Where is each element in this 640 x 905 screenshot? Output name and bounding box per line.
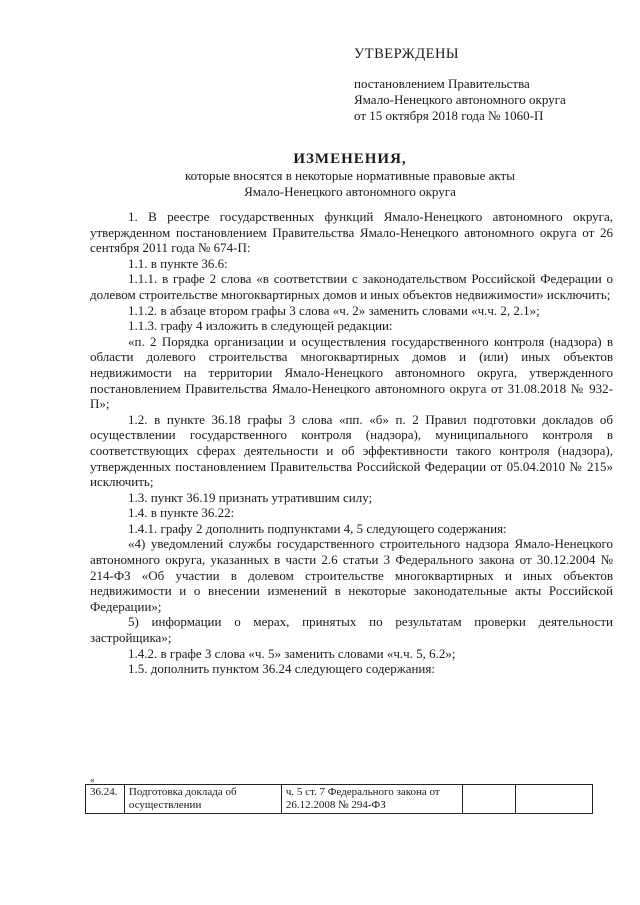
paragraph-1-1-3: 1.1.3. графу 4 изложить в следующей редакции: [128, 318, 393, 334]
heading-subtitle-2: Ямало-Ненецкого автономного округа [244, 184, 456, 199]
paragraph-1-4-2: 1.4.2. в графе 3 слова «ч. 5» заменить словами «ч.ч. 5, 6.2»; [128, 645, 456, 661]
approval-line-3: от 15 октября 2018 года № 1060-П [354, 108, 544, 123]
paragraph-1-4-1: 1.4.1. графу 2 дополнить подпунктами 4, 5 следующего содержания: [128, 520, 507, 536]
paragraph-1-2: 1.2. в пункте 36.18 графы 3 слова «пп. «б» п. 2 Правил подготовки докладов об осуществлении государственного контроля (надзора), муниципального контроля в соответствующих сферах деятельности и об эффективности такого контроля (надзора), утвержденных постановлением Правительства Российской Федерации от 05.04.2010 № 215» исключить; [90, 411, 613, 490]
amendment-table [85, 784, 593, 814]
approval-line-2: Ямало-Ненецкого автономного округа [354, 92, 566, 107]
table-row [86, 785, 593, 814]
document-heading [90, 150, 610, 200]
heading-title: ИЗМЕНЕНИЯ, [293, 151, 407, 167]
approval-line-1: постановлением Правительства [354, 76, 530, 91]
cell-legal-basis: ч. 5 ст. 7 Федерального закона от 26.12.2008 № 294-ФЗ [281, 785, 462, 814]
heading-subtitle-1: которые вносятся в некоторые нормативные правовые акты [185, 168, 515, 183]
paragraph-1-1: 1.1. в пункте 36.6: [128, 255, 228, 271]
paragraph-1-1-1: 1.1.1. в графе 2 слова «в соответствии с законодательством Российской Федерации о долевом строительстве многоквартирных домов и иных объектов недвижимости» исключить; [90, 271, 613, 302]
cell-function-name: Подготовка доклада об осуществлении [124, 785, 281, 814]
paragraph-subitem-4: «4) уведомлений службы государственного строительного надзора Ямало-Ненецкого автономного округа, указанных в части 2.6 статьи 3 Федерального закона от 30.12.2004 № 214-ФЗ «Об участии в долевом строительстве многоквартирных и иных объектов недвижимости и о внесении изменений в некоторые законодательные акты Российской Федерации»; [90, 536, 613, 614]
paragraph-1-3: 1.3. пункт 36.19 признать утратившим силу; [128, 489, 373, 505]
paragraph-quote-column-4: «п. 2 Порядка организации и осуществления государственного контроля (надзора) в области долевого строительства многоквартирных домов и (или) иных объектов недвижимости на территории Ямало-Ненецкого автономного округа, утвержденного постановлением Правительства Ямало-Ненецкого автономного округа от 31.08.2018 № 932-П»; [90, 333, 613, 412]
paragraph-1-4: 1.4. в пункте 36.22: [128, 505, 235, 521]
paragraph-1-1-2: 1.1.2. в абзаце втором графы 3 слова «ч. 2» заменить словами «ч.ч. 2, 2.1»; [128, 302, 540, 318]
cell-column-5 [515, 785, 592, 814]
cell-number: 36.24. [86, 785, 125, 814]
cell-column-4 [463, 785, 516, 814]
opening-quote-mark: « [90, 775, 95, 785]
document-body [90, 209, 613, 677]
approval-stamp [354, 46, 624, 124]
paragraph-subitem-5: 5) информации о мерах, принятых по результатам проверки деятельности застройщика»; [90, 614, 613, 646]
paragraph-1-5: 1.5. дополнить пунктом 36.24 следующего содержания: [128, 661, 435, 677]
paragraph-1: 1. В реестре государственных функций Ямало-Ненецкого автономного округа, утвержденном постановлением Правительства Ямало-Ненецкого автономного округа от 26 сентября 2011 года № 674-П: [90, 209, 613, 256]
approval-title: УТВЕРЖДЕНЫ [354, 46, 460, 62]
